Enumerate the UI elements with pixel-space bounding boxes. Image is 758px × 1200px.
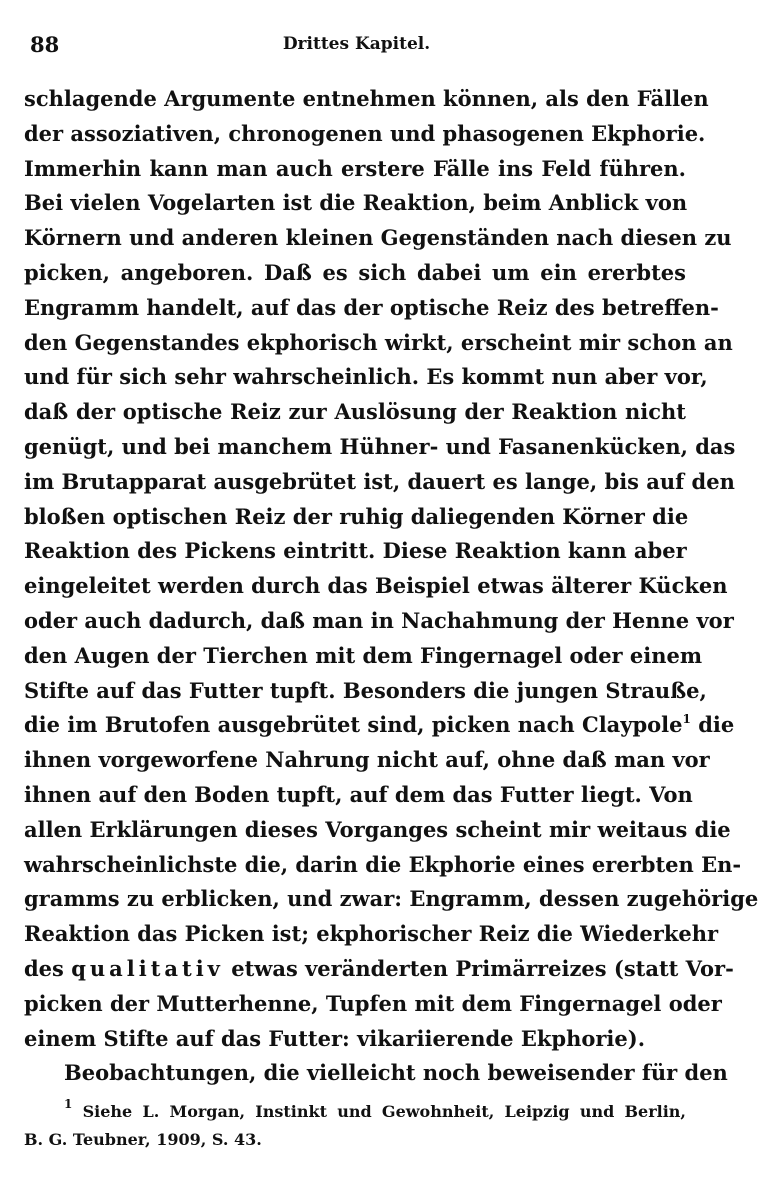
text-line: Engramm handelt, auf das der optische Reiz des betreffen- — [24, 294, 719, 320]
text-line-with-footnote — [24, 708, 735, 743]
text-line: genügt, und bei manchem Hühner- und Fasanenkücken, das — [24, 433, 736, 459]
footnote — [24, 1098, 686, 1154]
text-line: den Augen der Tierchen mit dem Fingernagel oder einem — [24, 642, 703, 668]
text-line: picken der Mutterhenne, Tupfen mit dem Fingernagel oder — [24, 990, 722, 1016]
text-line: wahrscheinlichste die, darin die Ekphorie eines ererbten En- — [24, 851, 742, 877]
text-line: eingeleitet werden durch das Beispiel etwas älterer Kücken — [24, 573, 728, 599]
body-text — [24, 82, 758, 1091]
text-line: daß der optische Reiz zur Auslösung der Reaktion nicht — [24, 399, 686, 425]
text-line: allen Erklärungen dieses Vorganges scheint mir weitaus die — [24, 816, 731, 842]
text-line: gramms zu erblicken, und zwar: Engramm, dessen zugehörige — [24, 886, 758, 912]
page-header — [30, 32, 683, 62]
text-line: Beobachtungen, die vielleicht noch beweisender für den — [64, 1060, 728, 1086]
text-line: schlagende Argumente entnehmen können, als den Fällen — [24, 86, 709, 111]
text-line: Immerhin kann man auch erstere Fälle ins Feld führen. — [24, 155, 686, 181]
footnote-text: Siehe L. Morgan, Instinkt und Gewohnheit, Leipzig und Berlin, — [82, 1102, 686, 1121]
text-line-spaced — [24, 952, 734, 987]
text-line: Reaktion das Picken ist; ekphorischer Reiz die Wiederkehr — [24, 921, 719, 947]
text-line: oder auch dadurch, daß man in Nachahmung der Henne vor — [24, 607, 734, 633]
text-line: einem Stifte auf das Futter: vikariierende Ekphorie). — [24, 1025, 646, 1051]
text-segment: etwas veränderten Primärreizes (statt Vor- — [231, 955, 734, 981]
footnote-marker: 1 — [64, 1097, 73, 1111]
text-line: Reaktion des Pickens eintritt. Diese Reaktion kann aber — [24, 538, 687, 564]
text-segment: des — [24, 955, 64, 981]
text-line: ihnen auf den Boden tupft, auf dem das Futter liegt. Von — [24, 781, 693, 807]
text-segment: die im Brutofen ausgebrütet sind, picken nach Claypole — [24, 712, 683, 738]
text-line: Stifte auf das Futter tupft. Besonders die jungen Strauße, — [24, 677, 707, 703]
text-line: und für sich sehr wahrscheinlich. Es kommt nun aber vor, — [24, 364, 708, 390]
running-title: Drittes Kapitel. — [282, 34, 431, 54]
footnote-line: B. G. Teubner, 1909, S. 43. — [24, 1130, 262, 1149]
text-line: picken, angeboren. Daß es sich dabei um ein ererbtes — [24, 259, 686, 285]
footnote-line — [24, 1098, 686, 1126]
emphasized-word: qualitativ — [71, 955, 224, 981]
text-line: bloßen optischen Reiz der ruhig daliegenden Körner die — [24, 503, 689, 529]
footnote-reference: 1 — [682, 712, 691, 727]
text-line: ihnen vorgeworfene Nahrung nicht auf, ohne daß man vor — [24, 747, 710, 773]
text-segment: die — [698, 712, 735, 738]
text-line: im Brutapparat ausgebrütet ist, dauert es lange, bis auf den — [24, 468, 735, 494]
text-line: der assoziativen, chronogenen und phasogenen Ekphorie. — [24, 120, 706, 146]
text-line: Bei vielen Vogelarten ist die Reaktion, beim Anblick von — [24, 190, 688, 216]
text-line: Körnern und anderen kleinen Gegenständen nach diesen zu — [24, 225, 732, 251]
text-line: den Gegenstandes ekphorisch wirkt, erscheint mir schon an — [24, 329, 733, 355]
page-number: 88 — [30, 32, 60, 57]
